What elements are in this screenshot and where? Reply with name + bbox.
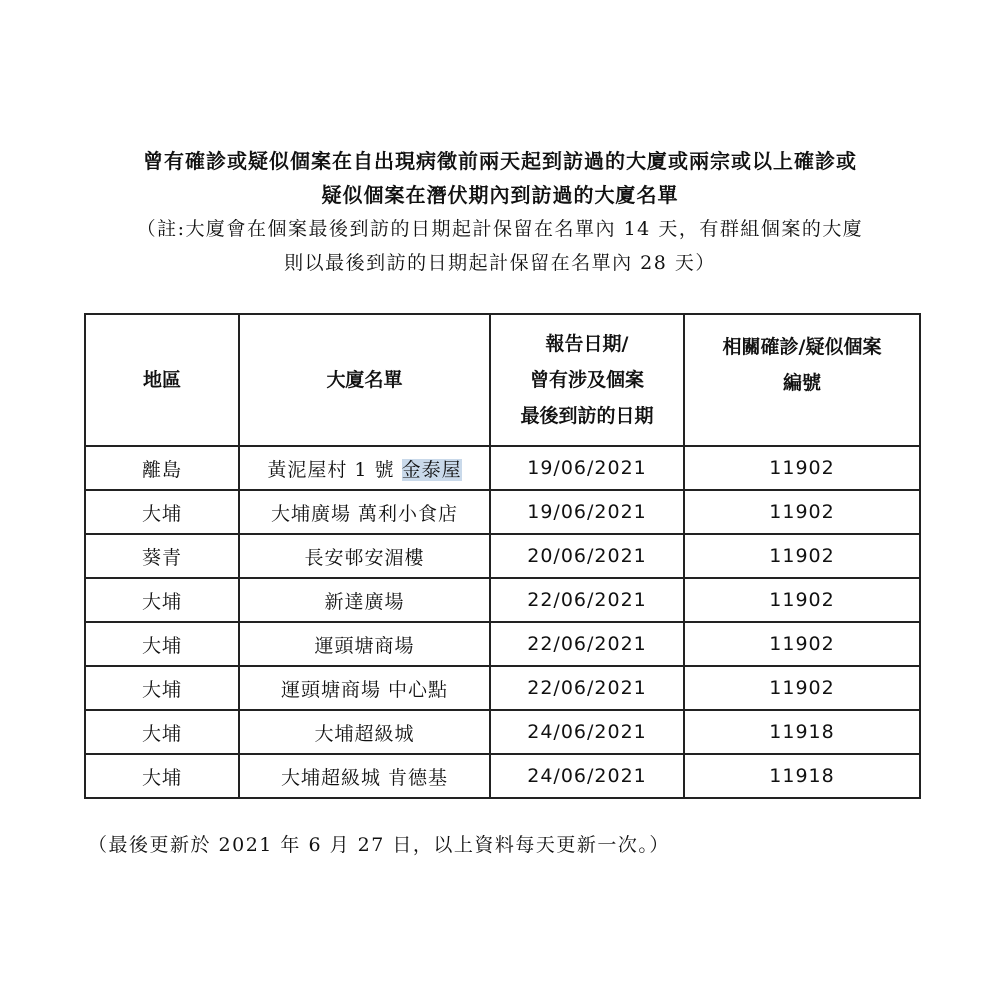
table-row: [85, 710, 920, 754]
cell-building: [239, 446, 490, 490]
buildings-table: [84, 313, 921, 799]
cell-building: 大埔超級城 肯德基: [239, 754, 490, 798]
cell-building: 大埔廣場 萬利小食店: [239, 490, 490, 534]
cell-building: 長安邨安湄樓: [239, 534, 490, 578]
header-date-line-2: 曾有涉及個案: [529, 369, 644, 391]
cell-case-number: 11918: [684, 710, 920, 754]
note-line-1: （註:大廈會在個案最後到訪的日期起計保留在名單內 14 天，有群組個案的大廈: [136, 218, 864, 240]
cell-date: 22/06/2021: [490, 578, 684, 622]
header-date-line-1: 報告日期/: [545, 333, 629, 355]
cell-case-number: 11902: [684, 534, 920, 578]
building-highlighted-text[interactable]: 金泰屋: [401, 458, 462, 481]
cell-date: 22/06/2021: [490, 666, 684, 710]
cell-date: 19/06/2021: [490, 490, 684, 534]
cell-district: 葵青: [85, 534, 239, 578]
cell-date: 24/06/2021: [490, 710, 684, 754]
cell-date: 24/06/2021: [490, 754, 684, 798]
header-case-line-2: 編號: [782, 372, 821, 394]
cell-district: 大埔: [85, 490, 239, 534]
table-row: [85, 578, 920, 622]
header-case-line-1: 相關確診/疑似個案: [722, 336, 882, 358]
cell-case-number: 11902: [684, 490, 920, 534]
cell-case-number: 11902: [684, 578, 920, 622]
cell-district: 大埔: [85, 622, 239, 666]
cell-building: 運頭塘商場 中心點: [239, 666, 490, 710]
header-date: [490, 314, 684, 446]
cell-case-number: 11902: [684, 446, 920, 490]
cell-building: 新達廣場: [239, 578, 490, 622]
page-title-line-1: 曾有確診或疑似個案在自出現病徵前兩天起到訪過的大廈或兩宗或以上確診或: [143, 149, 857, 173]
table-row: [85, 446, 920, 490]
cell-building: 運頭塘商場: [239, 622, 490, 666]
table-row: [85, 754, 920, 798]
cell-case-number: 11902: [684, 666, 920, 710]
table-row: [85, 490, 920, 534]
header-building: 大廈名單: [239, 314, 490, 446]
header-date-line-3: 最後到訪的日期: [520, 405, 654, 427]
table-row: [85, 666, 920, 710]
last-updated-footer: （最後更新於 2021 年 6 月 27 日，以上資料每天更新一次。）: [88, 834, 670, 856]
building-text: 黃泥屋村 1 號: [267, 458, 402, 481]
cell-date: 22/06/2021: [490, 622, 684, 666]
header-case-number: [684, 314, 920, 446]
cell-district: 大埔: [85, 578, 239, 622]
cell-case-number: 11918: [684, 754, 920, 798]
cell-district: 離島: [85, 446, 239, 490]
table-row: [85, 534, 920, 578]
note-line-2: 則以最後到訪的日期起計保留在名單內 28 天）: [284, 252, 716, 274]
table-row: [85, 622, 920, 666]
cell-date: 20/06/2021: [490, 534, 684, 578]
cell-district: 大埔: [85, 666, 239, 710]
page-title-line-2: 疑似個案在潛伏期內到訪過的大廈名單: [321, 183, 679, 207]
cell-case-number: 11902: [684, 622, 920, 666]
cell-district: 大埔: [85, 710, 239, 754]
header-district: 地區: [85, 314, 239, 446]
cell-district: 大埔: [85, 754, 239, 798]
table-header-row: [85, 314, 920, 446]
cell-date: 19/06/2021: [490, 446, 684, 490]
cell-building: 大埔超級城: [239, 710, 490, 754]
